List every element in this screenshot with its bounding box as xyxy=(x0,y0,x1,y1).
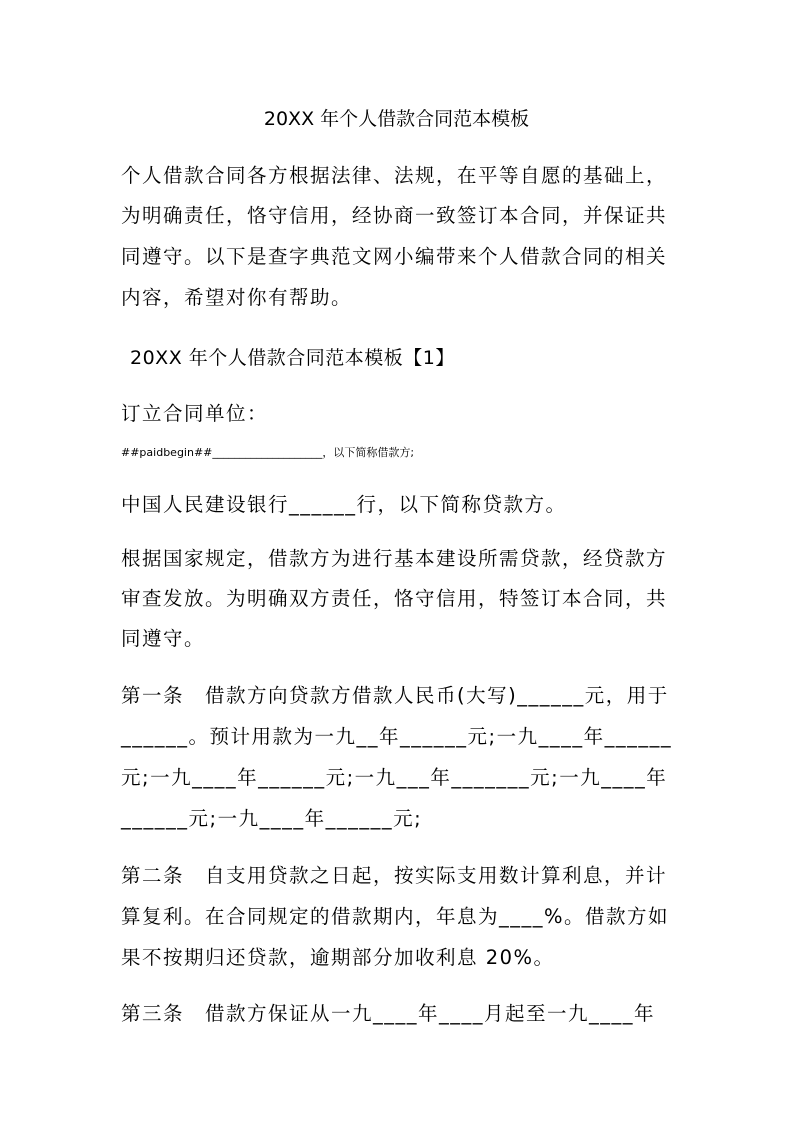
intro-line: 同遵守。以下是查字典范文网小编带来个人借款合同的相关 xyxy=(121,245,668,268)
section-subtitle: 20XX 年个人借款合同范本模板【1】 xyxy=(130,347,455,369)
article-1-line: ______元;一九____年______元; xyxy=(121,807,423,830)
article-2-line: 果不按期归还贷款，逾期部分加收利息 20%。 xyxy=(121,946,555,969)
preamble-line: 根据国家规定，借款方为进行基本建设所需贷款，经贷款方 xyxy=(121,547,668,570)
article-1-line: 第一条 借款方向贷款方借款人民币(大写)______元，用于 xyxy=(121,684,669,707)
article-2-line: 第二条 自支用贷款之日起，按实际支用数计算利息，并计 xyxy=(121,864,668,887)
article-1-line: 元;一九____年______元;一九___年_______元;一九____年 xyxy=(121,766,668,789)
preamble-line: 同遵守。 xyxy=(121,627,206,650)
intro-line: 个人借款合同各方根据法律、法规，在平等自愿的基础上， xyxy=(121,164,668,187)
article-3-line: 第三条 借款方保证从一九____年____月起至一九____年 xyxy=(121,1002,656,1025)
preamble-line: 审查发放。为明确双方责任，恪守信用，特签订本合同，共 xyxy=(121,587,668,610)
contract-parties-label: 订立合同单位： xyxy=(121,402,269,425)
borrower-line: ##paidbegin##____________________，以下简称借款方; xyxy=(121,446,415,459)
article-2-line: 算复利。在合同规定的借款期内，年息为____%。借款方如 xyxy=(121,905,670,928)
document-title: 20XX 年个人借款合同范本模板 xyxy=(263,108,530,130)
intro-line: 为明确责任，恪守信用，经协商一致签订本合同，并保证共 xyxy=(121,204,668,227)
article-1-line: ______。预计用款为一九__年______元;一九____年______ xyxy=(121,725,673,748)
intro-line: 内容，希望对你有帮助。 xyxy=(121,286,353,309)
lender-line: 中国人民建设银行______行，以下简称贷款方。 xyxy=(121,493,567,516)
